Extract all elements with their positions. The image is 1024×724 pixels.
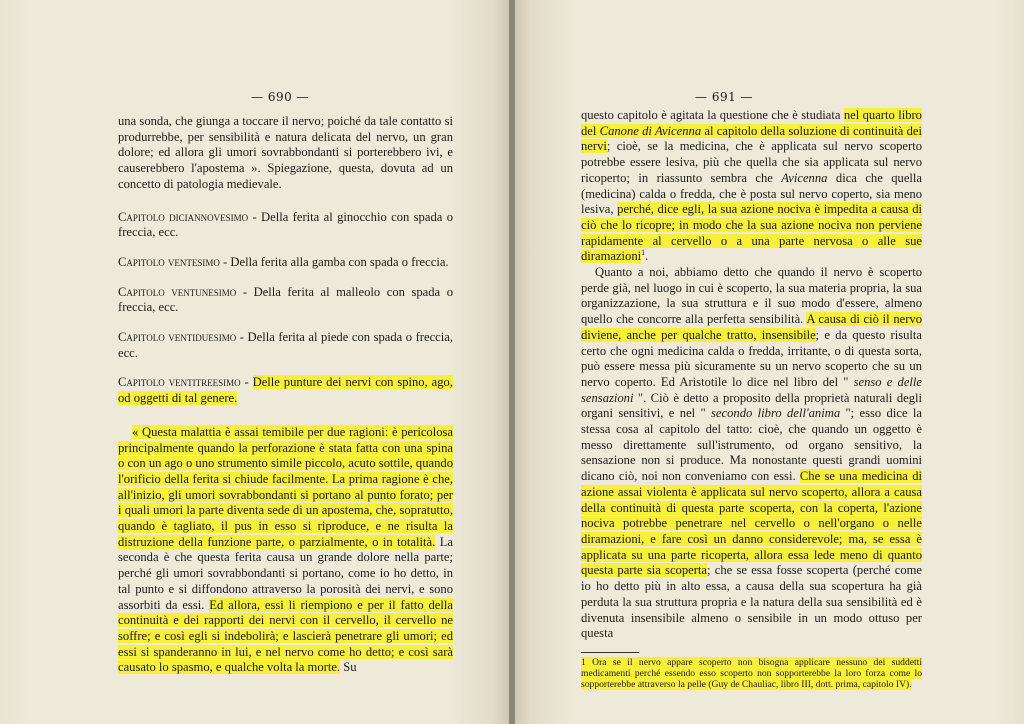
- right-page: [515, 0, 1024, 724]
- footnote: [581, 657, 922, 690]
- highlight: Che se una medicina di azione assai violenta è applicata sul nervo scoperto, allora a causa della continuità di questa parte scoperta, con la coperta, l'azione nociva potrebbe penetrare nel cervello o nell'organo o nelle diramazioni, e fare così un danno considerevole; ma, se essa è applicata su una parte ricoperta, allora essa lede meno di quanto questa parte sia scoperta: [581, 469, 922, 578]
- footnote-rule: [581, 652, 639, 653]
- chapter-23: Capitolo ventitreesimo - Delle punture dei nervi con spino, ago, od oggetti di tal genere.: [118, 375, 453, 406]
- highlight: perché, dice egli, la sua azione nociva è impedita a causa di ciò che lo ricopre; in modo che la sua azione nociva non perviene rapidamente al cervello o a una parte nervosa o alle sue diramazioni: [581, 202, 922, 264]
- right-page-body: [581, 108, 922, 690]
- highlight: A causa di ciò il nervo diviene, anche per qualche tratto, insensibile: [581, 312, 922, 342]
- quote-paragraph: « Questa malattia è assai temibile per due ragioni: è pericolosa principalmente quando la perforazione è stata fatta con una spina o con un ago o uno strumento simile piccolo, acuto sottile, quando l'orificio della ferita si chiude facilmente. La prima ragione è che, all'inizio, gli umori sovrabbondanti si portano al punto forato; per i quali umori la parte diventa sede di un apostema, che, sopratutto, quando è tagliato, il pus in esso si riproduce, e ne risulta la distruzione della funzione parte, o parzialmente, o in totalità. La seconda è che questa ferita causa un grande dolore nella parte; perché gli umori sovrabbondanti si portano, come io ho detto, in tal punto e si diffondono attraverso la porosità dei nervi, e sono assorbiti da essi. Ed allora, essi li riempiono e per il fatto della continuità e dei rapporti dei nervi con il cervello, il cervello ne soffre; e così egli si indebolirà; e lascierà penetrare gli umori; ed essi si spanderanno in lui, e nel nervo come ho detto; e così sarà causato lo spasmo, e qualche volta la morte. Su: [118, 424, 454, 675]
- highlight: al capitolo della soluzione di continuità dei nervi: [581, 123, 922, 154]
- left-page: [0, 0, 509, 724]
- chapter-19: Capitolo diciannovesimo - Della ferita al ginocchio con spada o freccia, ecc.: [118, 209, 453, 240]
- highlight: 1 Ora se il nervo appare scoperto non bisogna applicare nessuno dei suddetti medicamenti perché essendo esso scoperto non sopporterebbe la loro forza come lo sopporterebbe attraverso la pelle (Guy de Chauliac, libro III, dott. prima, capitolo IV).: [581, 656, 922, 690]
- paragraph-1: questo capitolo è agitata la questione che è studiata nel quarto libro del Canone di Avicenna al capitolo della soluzione di continuità dei nervi; cioè, se la medicina, che è applicata sul nervo scoperto potrebbe essere lesiva, più che quella che sia applicata sul nervo ricoperto; in riassunto sembra che Avicenna dica che quella (medicina) calda o fredda, che è posta sul nervo coperto, sia meno lesiva, perché, dice egli, la sua azione nociva è impedita a causa di ciò che lo ricopre; in modo che la sua azione nociva non perviene rapidamente al cervello o a una parte nervosa o alle sue diramazioni$^1$.: [581, 108, 923, 264]
- page-number-691: — 691 —: [695, 90, 754, 104]
- highlight: Canone di Avicenna: [599, 123, 702, 138]
- highlight: « Questa malattia è assai temibile per due ragioni: è pericolosa principalmente quando la perforazione è stata fatta con una spina o con un ago o uno strumento simile piccolo, acuto sottile, quando l'orificio della ferita si chiude facilmente. La prima ragione è che, all'inizio, gli umori sovrabbondanti si portano al punto forato; per i quali umori la parte diventa sede di un apostema, che, sopratutto, quando è tagliato, il pus in esso si riproduce, e ne risulta la distruzione della funzione parte, o parzialmente, o in totalità.: [118, 424, 453, 549]
- highlight: nel quarto libro del: [581, 108, 922, 138]
- chapter-20: Capitolo ventesimo - Della ferita alla gamba con spada o freccia.: [118, 254, 449, 269]
- left-page-body: [118, 114, 453, 676]
- intro-paragraph: una sonda, che giunga a toccare il nervo; poiché da tale contatto si produrrebbe, per sensibilità e natura delicata del nervo, un gran dolore; ed allora gli umori sovrabbondanti si porterebbero ivi, e causerebbero l'apostema ». Spiegazione, questa, dovuta ad un concetto di patologia medievale.: [118, 114, 453, 191]
- paragraph-2: Quanto a noi, abbiamo detto che quando il nervo è scoperto perde già, nel luogo in cui è scoperto, la sua materia propria, la sua organizzazione, la sua struttura e il suo modo d'essere, almeno quello che concorre alla perfetta sensibilità. A causa di ciò il nervo diviene, anche per qualche tratto, insensibile; e da questo risulta certo che ogni medicina calda o fredda, irritante, o di questa sorta, può essere messa più sicuramente su un nervo scoperto che su un nervo coperto. Ed Aristotile lo dice nel libro del " senso e delle sensazioni ". Ciò è detto a proposito della proprietà naturali degli organi sensitivi, e nel " secondo libro dell'anima "; esso dice la stessa cosa al capitolo del tatto: cioè, che quando un oggetto è messo direttamente sull'istrumento, od organo sensitivo, la sensazione non si produce. Ma nonostante questi grandi uomini dicano ciò, noi non conveniamo con essi. Che se una medicina di azione assai violenta è applicata sul nervo scoperto, allora a causa della continuità di questa parte scoperta, con la coperta, l'azione nociva potrebbe penetrare nel cervello o nell'organo o nelle diramazioni, e fare così un danno considerevole; ma, se essa è applicata su una parte ricoperta, allora essa lede meno di quanto questa parte sia scoperta; che se essa fosse scoperta (perché come io ho detto più in alto essa, a causa della sua scopertura ha già perduta la sua struttura propria e la natura della sua sensibilità ed è divenuta insensibile almeno o sensibile in un modo ottuso per questa: [581, 265, 923, 641]
- footnote-ref: 1: [641, 248, 646, 258]
- chapter-22: Capitolo ventiduesimo - Della ferita al piede con spada o freccia, ecc.: [118, 330, 454, 360]
- chapter-21: Capitolo ventunesimo - Della ferita al malleolo con spada o freccia, ecc.: [118, 284, 453, 315]
- page-number-690: — 690 —: [251, 90, 310, 104]
- highlight: Delle punture dei nervi con spino, ago, od oggetti di tal genere.: [118, 375, 453, 406]
- highlight: Ed allora, essi li riempiono e per il fatto della continuità e dei rapporti dei nervi con il cervello, il cervello ne soffre; e così egli si indebolirà; e lascierà penetrare gli umori; ed essi si spanderanno in lui, e nel nervo come ho detto; e così sarà causato lo spasmo, e qualche volta la morte.: [118, 597, 453, 675]
